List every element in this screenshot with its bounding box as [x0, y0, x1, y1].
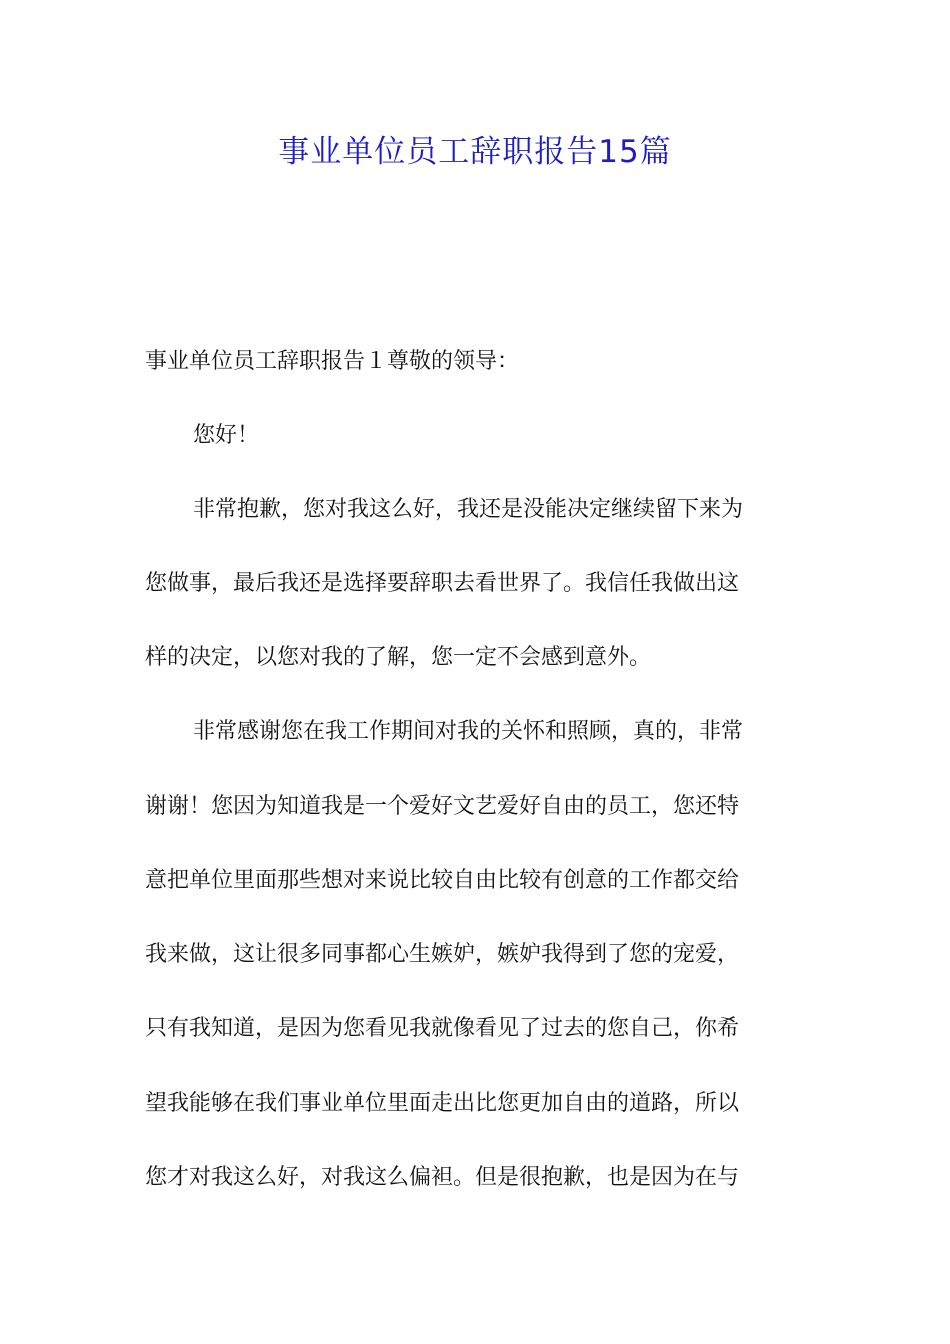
paragraph-line: 样的决定，以您对我的了解，您一定不会感到意外。	[145, 645, 652, 670]
paragraph-line: 您才对我这么好，对我这么偏袒。但是很抱歉，也是因为在与	[145, 1165, 740, 1190]
paragraph-line: 谢谢！您因为知道我是一个爱好文艺爱好自由的员工，您还特	[145, 794, 740, 819]
paragraph-line: 非常感谢您在我工作期间对我的关怀和照顾，真的，非常	[193, 719, 744, 744]
greeting-line: 您好！	[193, 423, 260, 448]
paragraph-line: 望我能够在我们事业单位里面走出比您更加自由的道路，所以	[145, 1091, 740, 1116]
document-title: 事业单位员工辞职报告15篇	[278, 134, 672, 170]
paragraph-line: 只有我知道，是因为您看见我就像看见了过去的您自己，你希	[145, 1016, 740, 1041]
salutation-line: 事业单位员工辞职报告１尊敬的领导：	[145, 349, 520, 374]
paragraph-line: 我来做，这让很多同事都心生嫉妒，嫉妒我得到了您的宠爱，	[145, 942, 740, 967]
paragraph-line: 您做事，最后我还是选择要辞职去看世界了。我信任我做出这	[145, 571, 740, 596]
paragraph-line: 非常抱歉，您对我这么好，我还是没能决定继续留下来为	[193, 497, 744, 522]
paragraph-line: 意把单位里面那些想对来说比较自由比较有创意的工作都交给	[145, 868, 740, 893]
